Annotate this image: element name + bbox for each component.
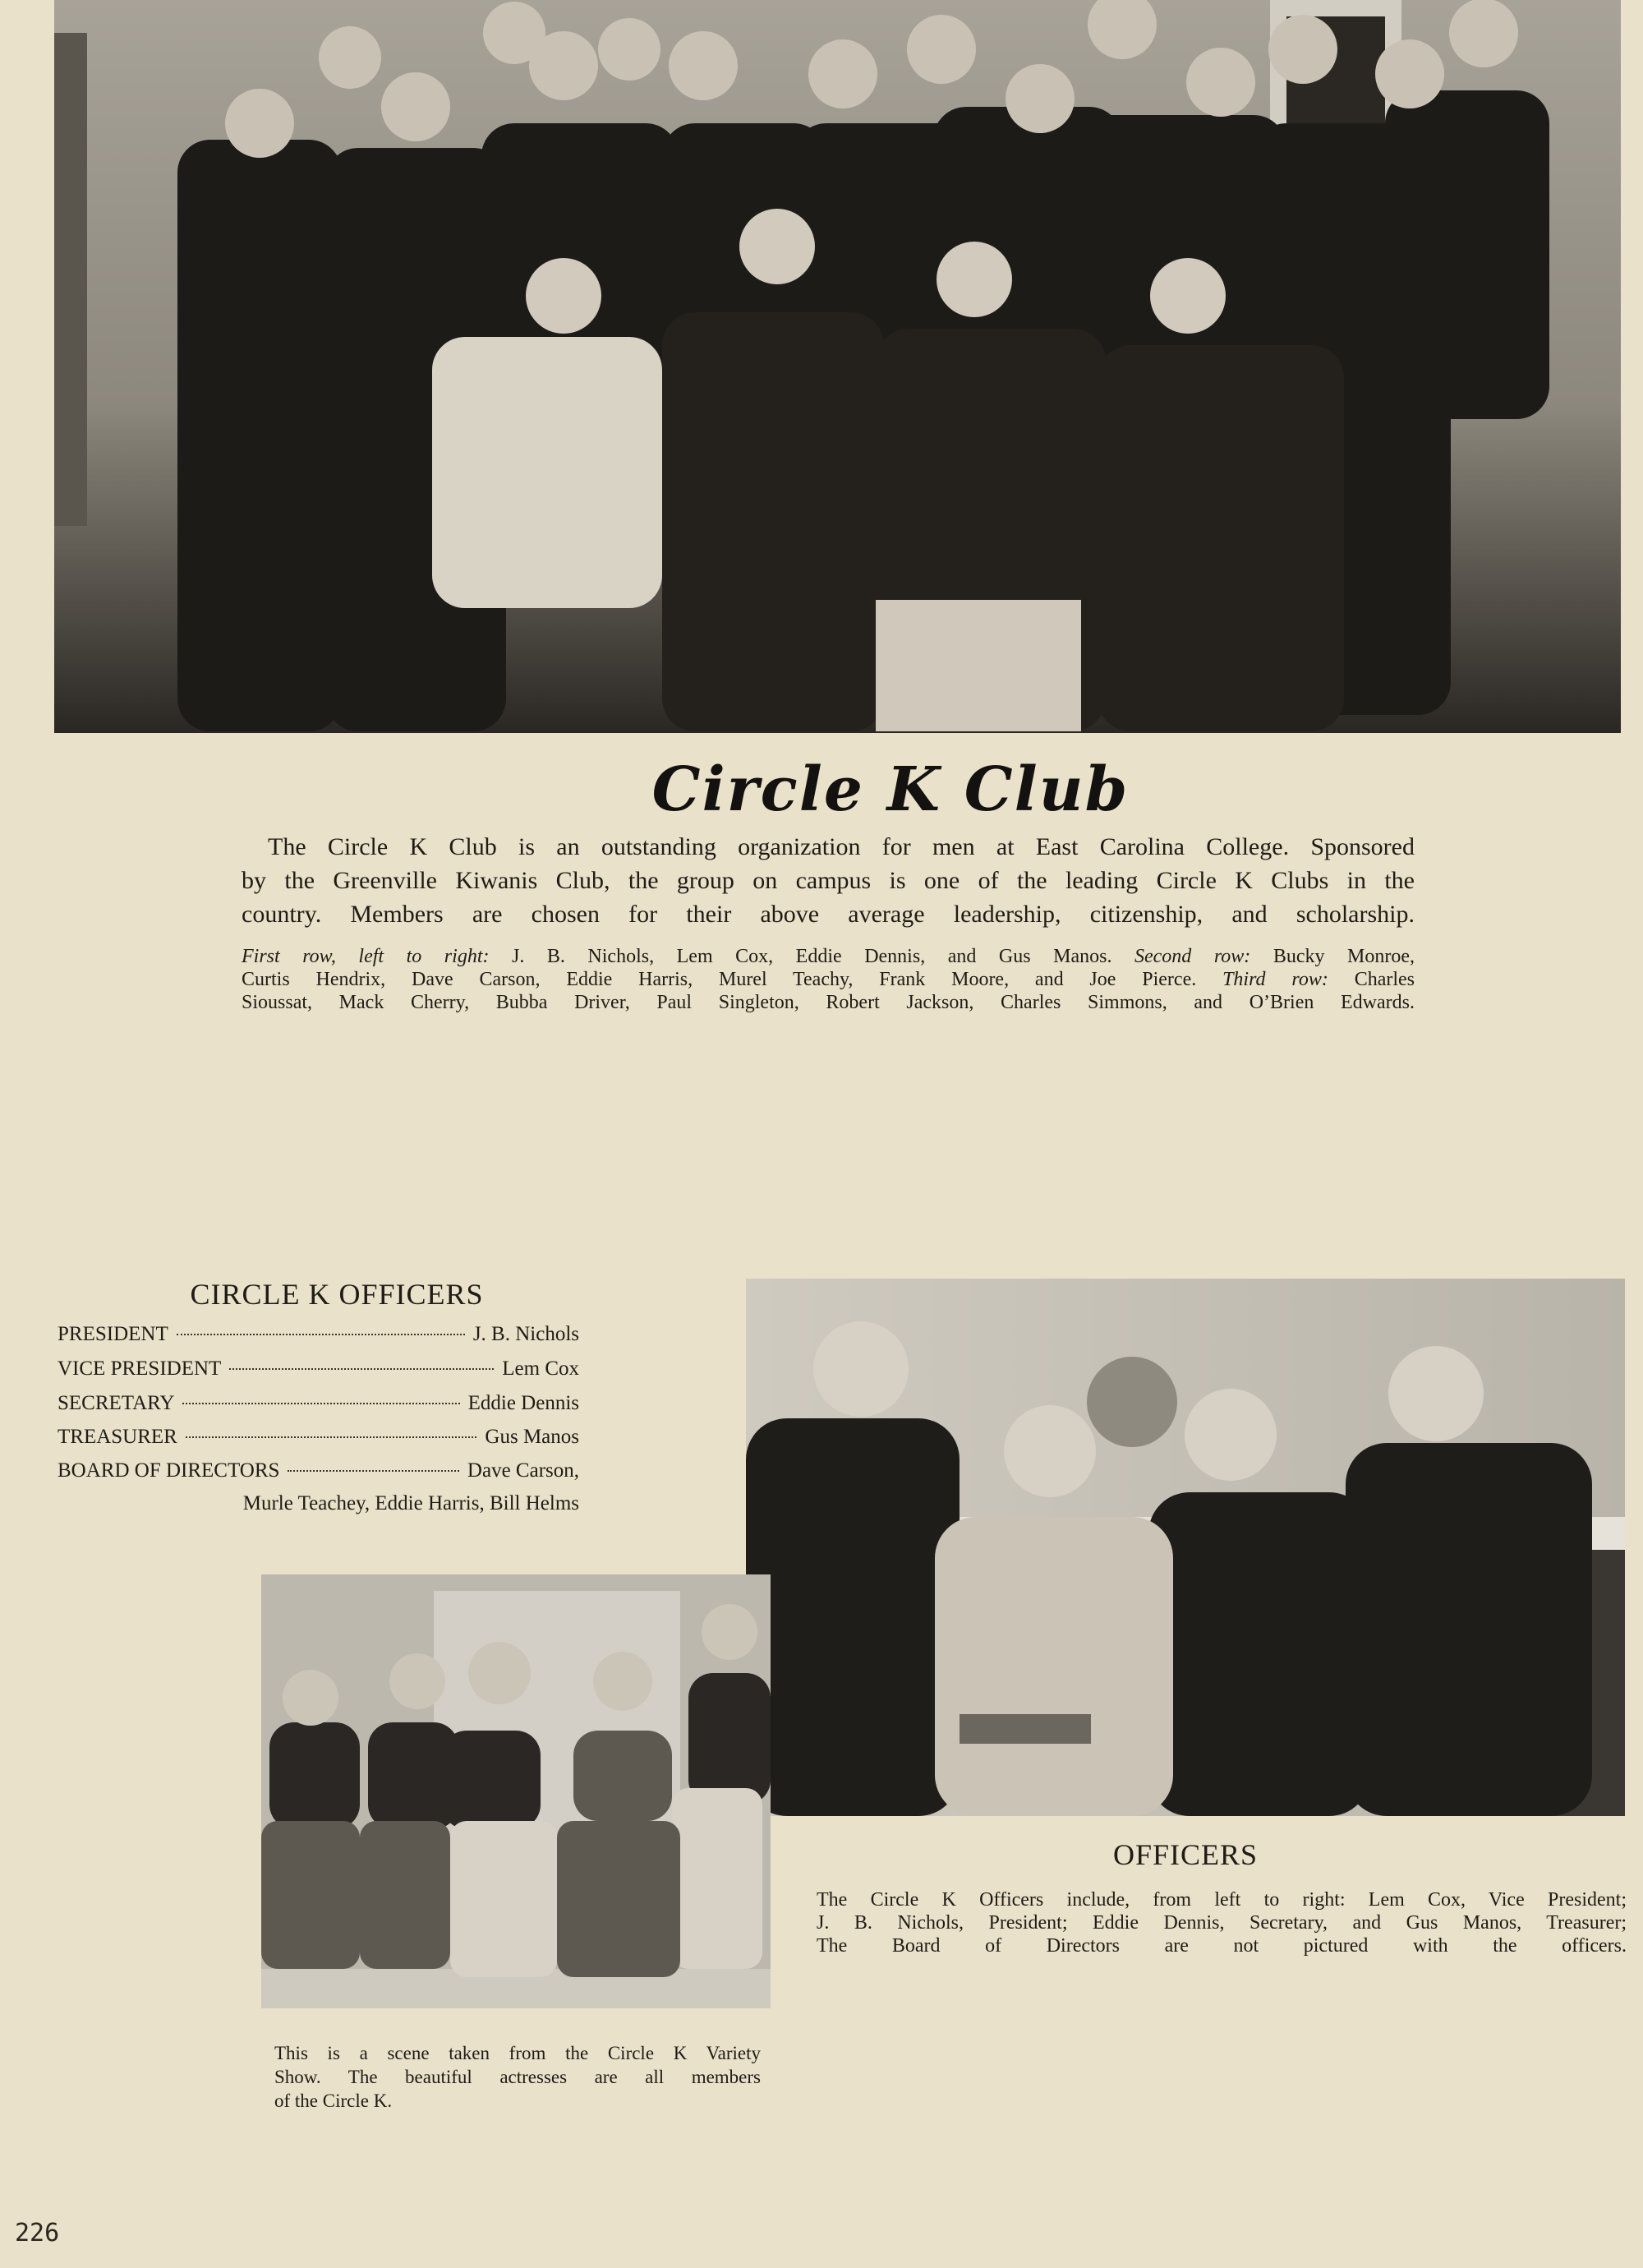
leader-dots [229, 1368, 494, 1370]
caption-line: Show. The beautiful actresses are all members [274, 2067, 761, 2087]
variety-show-caption [274, 2041, 761, 2113]
officer-role: BOARD OF DIRECTORS [58, 1459, 280, 1482]
officer-row-president [58, 1323, 579, 1356]
caption-line [242, 968, 1415, 991]
officers-photo-caption [817, 1888, 1627, 1957]
officer-row-treasurer [58, 1426, 579, 1459]
caption-line: The Circle K Officers include, from left to right: Lem Cox, Vice President; [817, 1889, 1627, 1911]
group-photo-illustration [54, 0, 1621, 733]
caption-line: This is a scene taken from the Circle K Variety [274, 2043, 761, 2063]
officer-row-board [58, 1459, 579, 1492]
first-row-names: J. B. Nichols, Lem Cox, Eddie Dennis, and Gus Manos. [489, 946, 1134, 967]
variety-show-photo [261, 1574, 771, 2008]
officer-role: TREASURER [58, 1426, 177, 1448]
board-members: Murle Teachey, Eddie Harris, Bill Helms [242, 1492, 579, 1514]
leader-dots [288, 1470, 458, 1472]
second-row-names-cont: Curtis Hendrix, Dave Carson, Eddie Harris, Murel Teachy, Frank Moore, and Joe Pierce. [242, 969, 1223, 990]
second-row-names: Bucky Monroe, [1250, 946, 1415, 967]
officer-name: J. B. Nichols [472, 1323, 579, 1345]
officer-name: Dave Carson, [467, 1459, 579, 1482]
club-title: Circle K Club [651, 754, 1130, 825]
club-description-line: by the Greenville Kiwanis Club, the group on campus is one of the leading Circle K Clubs in the [242, 867, 1415, 894]
officer-name: Gus Manos [485, 1426, 579, 1448]
group-photo-caption [242, 945, 1415, 1014]
officer-name: Eddie Dennis [467, 1392, 579, 1414]
officer-role: SECRETARY [58, 1392, 175, 1414]
variety-show-photo-illustration [261, 1574, 771, 2008]
group-photo [54, 0, 1621, 733]
club-description-line: country. Members are chosen for their above average leadership, citizenship, and scholarship. [242, 901, 1415, 928]
officers-photo-heading: OFFICERS [1112, 1838, 1259, 1871]
officer-row-vice-president [58, 1358, 579, 1390]
caption-line: of the Circle K. [274, 2091, 393, 2111]
leader-dots [182, 1403, 459, 1404]
caption-line: The Board of Directors are not pictured with the officers. [817, 1935, 1627, 1957]
officer-row-secretary [58, 1392, 579, 1425]
officer-name: Lem Cox [502, 1358, 579, 1380]
caption-line: J. B. Nichols, President; Eddie Dennis, Secretary, and Gus Manos, Treasurer; [817, 1912, 1627, 1934]
caption-line: Sioussat, Mack Cherry, Bubba Driver, Paul Singleton, Robert Jackson, Charles Simmons, and O’Brien Edwards. [242, 992, 1415, 1013]
third-row-label: Third row: [1222, 969, 1328, 990]
third-row-names: Charles [1328, 969, 1415, 990]
officers-heading: CIRCLE K OFFICERS [190, 1278, 484, 1311]
page-number: 226 [15, 2219, 60, 2247]
second-row-label: Second row: [1134, 946, 1251, 967]
officers-photo-illustration [746, 1279, 1625, 1816]
club-description-line: The Circle K Club is an outstanding organization for men at East Carolina College. Sponsored [268, 833, 1415, 860]
officer-role: VICE PRESIDENT [58, 1358, 222, 1380]
leader-dots [186, 1436, 477, 1438]
leader-dots [177, 1334, 465, 1335]
officers-photo [746, 1279, 1625, 1816]
club-description [242, 830, 1415, 931]
first-row-label: First row, left to right: [242, 946, 490, 967]
officer-role: PRESIDENT [58, 1323, 168, 1345]
caption-line [242, 945, 1415, 968]
